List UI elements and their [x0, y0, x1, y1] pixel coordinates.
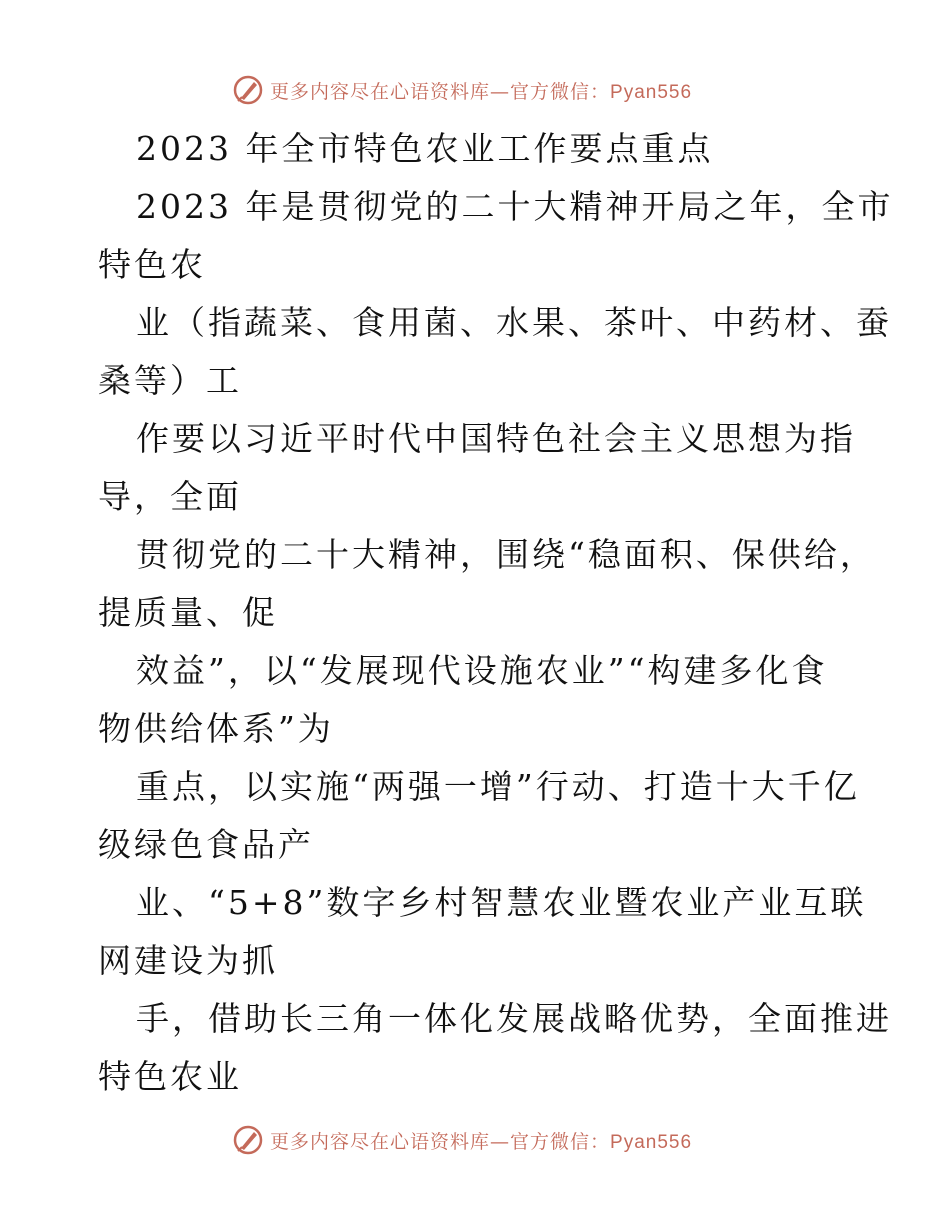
doc-line: 导，全面 [98, 477, 242, 516]
doc-line: 重点，以实施“两强一增”行动、打造十大千亿 [136, 767, 860, 806]
watermark-text: 更多内容尽在心语资料库—官方微信：Pyan556 [270, 80, 693, 103]
doc-line: 桑等）工 [98, 361, 242, 400]
doc-line: 贯彻党的二十大精神，围绕“稳面积、保供给， [136, 535, 876, 574]
doc-line: 作要以习近平时代中国特色社会主义思想为指 [136, 419, 856, 458]
doc-line: 级绿色食品产 [98, 825, 314, 864]
watermark-footer [232, 1123, 692, 1157]
wechat-id: Pyan556 [610, 1131, 693, 1153]
doc-line: 特色农 [98, 245, 206, 284]
doc-line: 业（指蔬菜、食用菌、水果、茶叶、中药材、蚕 [136, 303, 892, 342]
doc-line: 效益”，以“发展现代设施农业”“构建多化食 [136, 651, 828, 690]
document-body [98, 120, 894, 1106]
doc-title: 2023 年全市特色农业工作要点重点 [136, 129, 714, 168]
doc-line: 特色农业 [98, 1057, 242, 1096]
pen-circle-icon [232, 1124, 264, 1156]
doc-line: 网建设为抓 [98, 941, 278, 980]
doc-line: 提质量、促 [98, 593, 278, 632]
wechat-id: Pyan556 [610, 81, 693, 103]
doc-line: 2023 年是贯彻党的二十大精神开局之年，全市 [136, 187, 894, 226]
doc-line: 业、“5+8”数字乡村智慧农业暨农业产业互联 [136, 883, 867, 922]
pen-circle-icon [232, 74, 264, 106]
watermark-text: 更多内容尽在心语资料库—官方微信：Pyan556 [270, 1130, 693, 1153]
watermark-header [232, 73, 692, 107]
doc-line: 手，借助长三角一体化发展战略优势，全面推进 [136, 999, 892, 1038]
doc-line: 物供给体系”为 [98, 709, 334, 748]
